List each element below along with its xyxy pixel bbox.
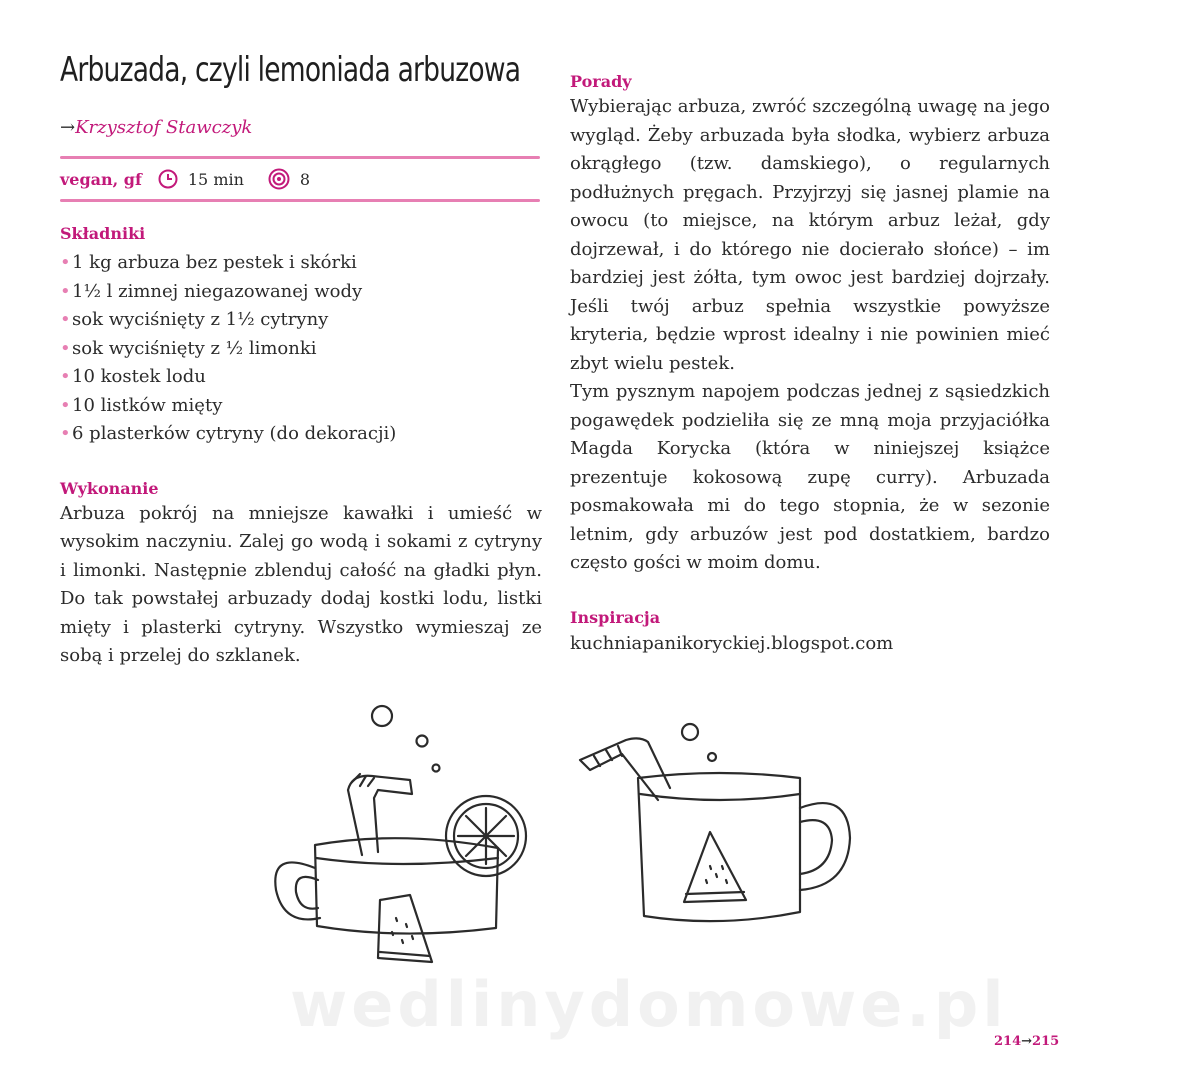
bullet-icon: • [60, 394, 71, 416]
tips-paragraph-1: Wybierając arbuza, zwróć szczególną uwagę na jego wygląd. Żeby arbuzada była słodka, wybierz arbuza okrągłego (tzw. damskiego), o regularnych podłużnych pręgach. Przyjrzyj się jasnej plamie na owocu (to miejsce, na którym arbuz leżał, gdy dojrzewał, i do którego nie docierało słońce) – im bardziej jest żółta, tym owoc jest bardziej dojrzały. Jeśli twój arbuz spełnia wszystkie powyższe kryteria, będzie wprost idealny i nie powinien mieć zbyt wielu pestek. [570, 96, 1050, 374]
bullet-icon: • [60, 337, 71, 359]
arrow-icon: → [60, 117, 76, 139]
right-mug [580, 724, 850, 921]
servings: 8 [299, 169, 311, 189]
page-right: 215 [1032, 1034, 1060, 1049]
inspiration-heading: Inspiracja [570, 607, 661, 627]
meta-bar [60, 156, 542, 202]
divider-bottom [60, 199, 540, 202]
ingredient-item [60, 392, 542, 421]
target-icon [268, 168, 290, 190]
right-column [570, 72, 1050, 654]
ingredient-item [60, 363, 542, 392]
bullet-icon: • [60, 309, 71, 331]
meta-row [60, 159, 542, 199]
author-line [60, 117, 542, 138]
ingredient-item [60, 306, 542, 335]
ingredients-list [60, 249, 542, 449]
mugs-illustration [260, 690, 860, 990]
diet-tags: vegan, gf [60, 169, 142, 189]
ingredient-text: sok wyciśnięty z 1½ cytryny [72, 309, 329, 331]
ingredient-text: 10 kostek lodu [72, 366, 206, 388]
clock-icon [158, 169, 178, 189]
tips-paragraph-2: Tym pysznym napojem podczas jednej z sąsiedzkich pogawędek podzieliła się ze mną moja przyjaciółka Magda Korycka (która w niniejszej książce prezentuje kokosową zupę curry). Arbuzada posmakowała mi do tego stopnia, że w sezonie letnim, gdy arbuzów jest pod dostatkiem, bardzo często gości w moim domu. [570, 381, 1050, 573]
ingredient-text: 1½ l zimnej niegazowanej wody [72, 280, 363, 302]
ingredient-item [60, 420, 542, 449]
page-numbers [994, 1034, 1059, 1049]
bullet-icon: • [60, 366, 71, 388]
recipe-title: Arbuzada, czyli lemoniada arbuzowa [60, 50, 521, 90]
bullet-icon: • [60, 423, 71, 445]
ingredient-text: sok wyciśnięty z ½ limonki [72, 337, 317, 359]
left-mug [275, 774, 526, 962]
author-name: Krzysztof Stawczyk [75, 117, 253, 139]
left-column [60, 52, 542, 671]
ingredient-text: 10 listków mięty [72, 394, 223, 416]
method-heading: Wykonanie [60, 478, 159, 498]
ingredient-item [60, 278, 542, 307]
inspiration-link[interactable]: kuchniapanikoryckiej.blogspot.com [570, 632, 894, 654]
ingredient-item [60, 249, 542, 278]
prep-time: 15 min [187, 169, 244, 189]
watermark: wedlinydomowe.pl [290, 968, 1008, 1041]
ingredient-text: 6 plasterków cytryny (do dekoracji) [72, 423, 397, 445]
bullet-icon: • [60, 252, 71, 274]
tips-heading: Porady [570, 72, 632, 91]
method-text: Arbuza pokrój na mniejsze kawałki i umieść w wysokim naczyniu. Zalej go wodą i sokami z cytryny i limonki. Następnie zblenduj całość na gładki płyn. Do tak powstałej arbuzady dodaj kostki lodu, listki mięty i plasterki cytryny. Wszystko wymieszaj ze sobą i przelej do szklanek. [60, 502, 542, 667]
ingredient-text: 1 kg arbuza bez pestek i skórki [72, 252, 357, 274]
ingredient-item [60, 335, 542, 364]
page-arrow: → [1021, 1034, 1033, 1049]
page-left: 214 [994, 1034, 1022, 1049]
ingredients-heading: Składniki [60, 224, 146, 244]
bullet-icon: • [60, 280, 71, 302]
